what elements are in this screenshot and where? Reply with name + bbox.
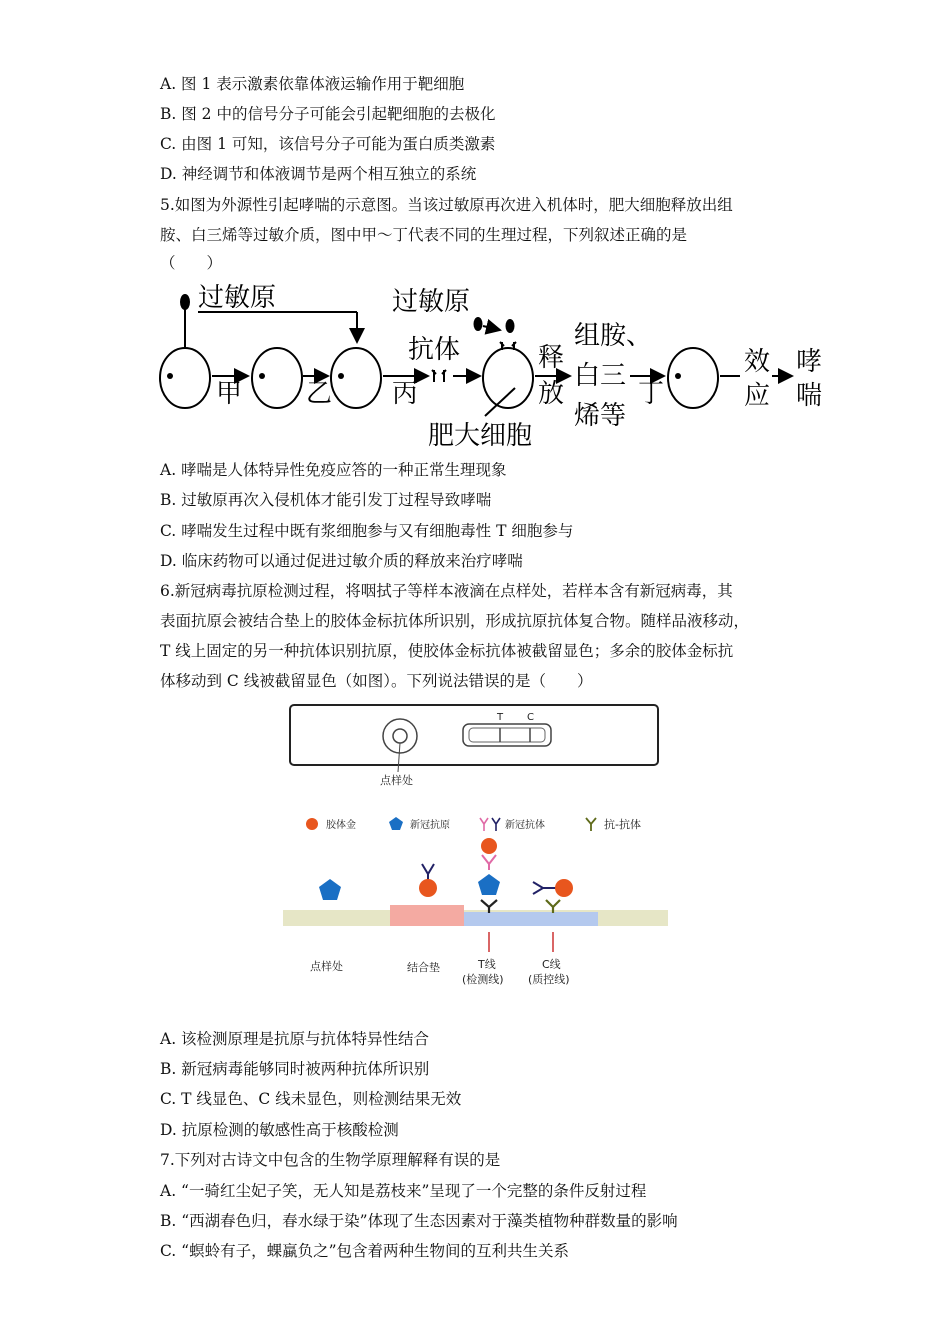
free-antigen-icon <box>319 879 341 900</box>
q5-stem-line-2: 胺、白三烯等过敏介质，图中甲～丁代表不同的生理过程，下列叙述正确的是 <box>160 226 688 244</box>
legend-gold: 胶体金 <box>326 820 356 831</box>
q4-option-a: A. 图 1 表示激素依靠体液运输作用于靶细胞 <box>160 75 465 93</box>
card-label-c: C <box>527 712 534 723</box>
q6-antigen-test-diagram <box>280 700 675 995</box>
q7-option-c: C. “螟蛉有子，蜾蠃负之”包含着两种生物间的互利共生关系 <box>160 1242 570 1260</box>
q6-stem-line-4: 体移动到 C 线被截留显色（如图）。下列说法错误的是（ ） <box>160 672 593 690</box>
diagram-release-2: 放 <box>538 379 565 409</box>
diagram-effect-2: 应 <box>744 381 771 411</box>
q5-stem-line-3: （ ） <box>160 254 223 272</box>
mast-cell-shape <box>483 348 533 408</box>
legend-antigen-icon <box>389 817 403 830</box>
cell-3 <box>331 348 381 408</box>
q4-option-d: D. 神经调节和体液调节是两个相互独立的系统 <box>160 165 477 183</box>
legend-anti-antibody: 抗-抗体 <box>604 818 641 831</box>
diagram-step-ding: 丁 <box>638 379 665 409</box>
q5-option-a: A. 哮喘是人体特异性免疫应答的一种正常生理现象 <box>160 461 507 479</box>
diagram-effect-1: 效 <box>744 347 771 377</box>
q6-option-c: C. T 线显色、C 线未显色，则检测结果无效 <box>160 1090 462 1108</box>
diagram-mediators-2: 白三 <box>574 361 627 391</box>
q6-stem-line-2: 表面抗原会被结合垫上的胶体金标抗体所识别，形成抗原抗体复合物。随样品液移动， <box>160 612 750 630</box>
diagram-step-yi: 乙 <box>306 379 333 409</box>
diagram-step-bing: 丙 <box>392 379 419 409</box>
antibody-icon <box>432 370 446 382</box>
q5-asthma-diagram <box>150 272 840 454</box>
cell-1 <box>160 348 210 408</box>
q6-option-a: A. 该检测原理是抗原与抗体特异性结合 <box>160 1030 430 1048</box>
diagram-step-jia: 甲 <box>216 379 243 409</box>
conjugate-pad <box>390 905 464 926</box>
q6-option-d: D. 抗原检测的敏感性高于核酸检测 <box>160 1121 399 1139</box>
legend-antibody-blue-icon <box>492 818 500 831</box>
diagram-asthma-1: 哮 <box>796 347 823 377</box>
q5-option-b: B. 过敏原再次入侵机体才能引发丁过程导致哮喘 <box>160 491 492 509</box>
q6-option-b: B. 新冠病毒能够同时被两种抗体所识别 <box>160 1060 430 1078</box>
nc-membrane <box>464 912 598 926</box>
diagram-asthma-2: 喘 <box>796 381 823 411</box>
legend-antibody: 新冠抗体 <box>505 820 545 831</box>
q5-stem-line-1: 5.如图为外源性引起哮喘的示意图。当该过敏原再次进入机体时，肥大细胞释放出组 <box>160 196 733 214</box>
card-label-t: T <box>497 712 504 723</box>
q5-option-c: C. 哮喘发生过程中既有浆细胞参与又有细胞毒性 T 细胞参与 <box>160 522 574 540</box>
legend-antigen: 新冠抗原 <box>410 820 450 831</box>
legend-anti-antibody-icon <box>586 818 596 831</box>
t-line-label: T线 <box>478 958 496 971</box>
diagram-allergen-2: 过敏原 <box>392 287 471 317</box>
q7-option-a: A. “一骑红尘妃子笑，无人知是荔枝来”呈现了一个完整的条件反射过程 <box>160 1182 647 1200</box>
cell-2 <box>252 348 302 408</box>
strip-pad-label: 结合垫 <box>407 961 440 974</box>
q5-option-d: D. 临床药物可以通过促进过敏介质的释放来治疗哮喘 <box>160 552 523 570</box>
legend-gold-icon <box>306 818 318 830</box>
t-line-antigen <box>478 874 500 895</box>
q6-stem-line-3: T 线上固定的另一种抗体识别抗原，使胶体金标抗体被截留显色；多余的胶体金标抗 <box>160 642 734 660</box>
legend-antibody-pink-icon <box>480 818 488 831</box>
diagram-release-1: 释 <box>538 343 565 373</box>
gold-labeled-antibody <box>419 879 437 897</box>
c-line-label: C线 <box>542 958 561 971</box>
q6-stem-line-1: 6.新冠病毒抗原检测过程，将咽拭子等样本液滴在点样处，若样本含有新冠病毒，其 <box>160 582 733 600</box>
strip-sample-label: 点样处 <box>310 960 343 973</box>
q4-option-c: C. 由图 1 可知，该信号分子可能为蛋白质类激素 <box>160 135 496 153</box>
diagram-mast-cell-label: 肥大细胞 <box>428 421 533 451</box>
test-card <box>290 705 658 765</box>
allergen-icon <box>181 295 189 309</box>
diagram-allergen-1: 过敏原 <box>198 283 277 313</box>
q4-option-b: B. 图 2 中的信号分子可能会引起靶细胞的去极化 <box>160 105 496 123</box>
card-sample-label: 点样处 <box>380 774 413 787</box>
c-line-sublabel: (质控线) <box>528 973 570 986</box>
t-line-sublabel: (检测线) <box>462 973 504 986</box>
diagram-mediators-1: 组胺、 <box>574 321 653 351</box>
q7-stem: 7.下列对古诗文中包含的生物学原理解释有误的是 <box>160 1151 501 1169</box>
diagram-mediators-3: 烯等 <box>574 401 627 431</box>
diagram-antibody: 抗体 <box>408 335 461 365</box>
q7-option-b: B. “西湖春色归，春水绿于染”体现了生态因素对于藻类植物种群数量的影响 <box>160 1212 678 1230</box>
cell-5 <box>668 348 718 408</box>
